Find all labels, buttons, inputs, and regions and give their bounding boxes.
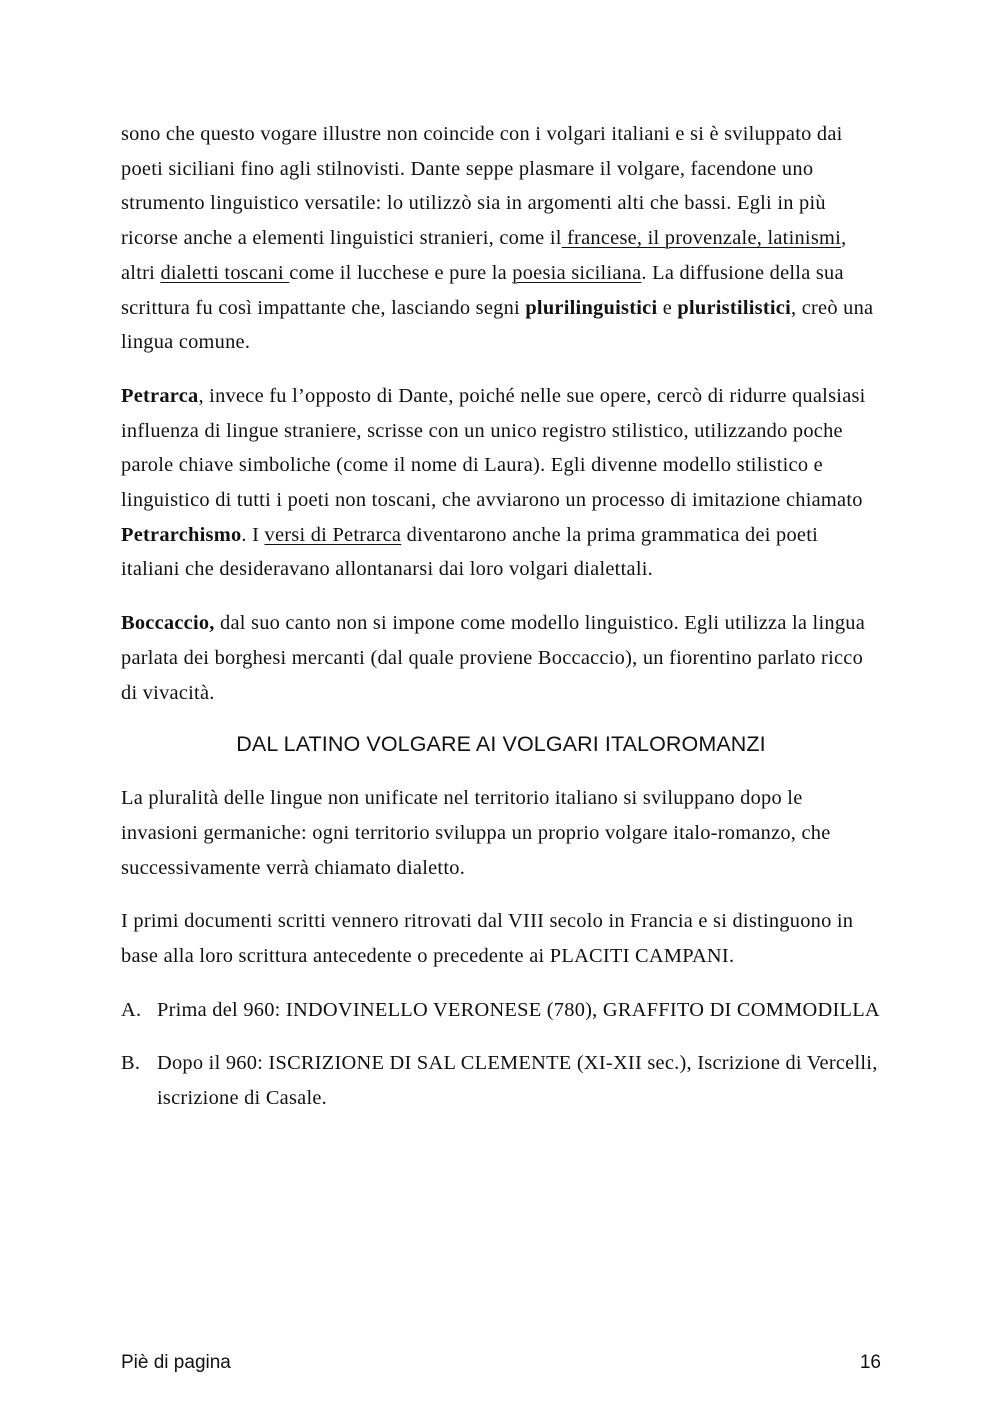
bold-text: plurilinguistici: [525, 296, 658, 319]
text-run: , creò una lingua comune.: [121, 296, 874, 354]
list-item: [121, 1046, 881, 1115]
page-content: [121, 117, 881, 1135]
text-run: , altri: [121, 227, 847, 284]
page-footer: [121, 1350, 881, 1376]
list-marker: B.: [121, 1052, 141, 1075]
text-run: . La diffusione della sua scrittura fu così impattante che, lasciando segni: [121, 261, 844, 319]
page-number: 16: [859, 1352, 881, 1373]
paragraph-boccaccio: [121, 606, 881, 710]
text-run: come il lucchese e pure la: [289, 261, 513, 284]
list-item: [121, 993, 881, 1028]
list-item-text: Dopo il 960: ISCRIZIONE DI SAL CLEMENTE (XI-XII sec.), Iscrizione di Vercelli, iscrizione di Casale.: [157, 1052, 878, 1110]
section-heading: DAL LATINO VOLGARE AI VOLGARI ITALOROMANZI: [236, 732, 766, 757]
documents-list: [121, 993, 881, 1116]
paragraph-dante: [121, 117, 881, 360]
bold-text: pluristilistici: [677, 296, 792, 319]
text-run: diventarono anche la prima grammatica dei poeti italiani che desideravano allontanarsi dai loro volgari dialettali.: [121, 523, 819, 581]
paragraph-plurality: La pluralità delle lingue non unificate nel territorio italiano si sviluppano dopo le invasioni germaniche: ogni territorio sviluppa un proprio volgare italo-romanzo, che successivamente verrà chiamato dialetto.: [121, 787, 831, 879]
text-run: e: [657, 296, 678, 319]
text-run: dal suo canto non si impone come modello linguistico. Egli utilizza la lingua parlata dei borghesi mercanti (dal quale proviene Boccaccio), un fiorentino parlato ricco di vivacità.: [121, 612, 866, 704]
list-item-text: Prima del 960: INDOVINELLO VERONESE (780), GRAFFITO DI COMMODILLA: [157, 998, 880, 1021]
underlined-text: versi di Petrarca: [264, 523, 402, 546]
paragraph-petrarca: [121, 379, 881, 587]
bold-text: Petrarchismo: [121, 523, 242, 546]
text-run: . I: [241, 523, 265, 546]
text-run: , invece fu l’opposto di Dante, poiché nelle sue opere, cercò di ridurre qualsiasi influenza di lingue straniere, scrisse con un unico registro stilistico, utilizzando poche parole chiave simboliche (come il nome di Laura). Egli divenne modello stilistico e linguistico di tutti i poeti non toscani, che avviarono un processo di imitazione chiamato: [121, 384, 866, 512]
bold-text: Petrarca: [121, 384, 199, 407]
footer-label: Piè di pagina: [121, 1352, 231, 1373]
text-run: sono che questo vogare illustre non coincide con i volgari italiani e si è sviluppato dai poeti siciliani fino agli stilnovisti. Dante seppe plasmare il volgare, facendone uno strumento linguistico versatile: lo utilizzò sia in argomenti alti che bassi. Egli in più ricorse anche a elementi linguistici stranieri, come il: [121, 123, 843, 250]
underlined-text: poesia siciliana: [512, 261, 642, 284]
bold-text: Boccaccio,: [121, 612, 215, 635]
underlined-text: dialetti toscani: [160, 261, 290, 284]
list-marker: A.: [121, 998, 142, 1021]
underlined-text: francese, il provenzale, latinismi: [561, 227, 842, 250]
paragraph-documents: I primi documenti scritti vennero ritrovati dal VIII secolo in Francia e si distinguono in base alla loro scrittura antecedente o precedente ai PLACITI CAMPANI.: [121, 910, 854, 968]
